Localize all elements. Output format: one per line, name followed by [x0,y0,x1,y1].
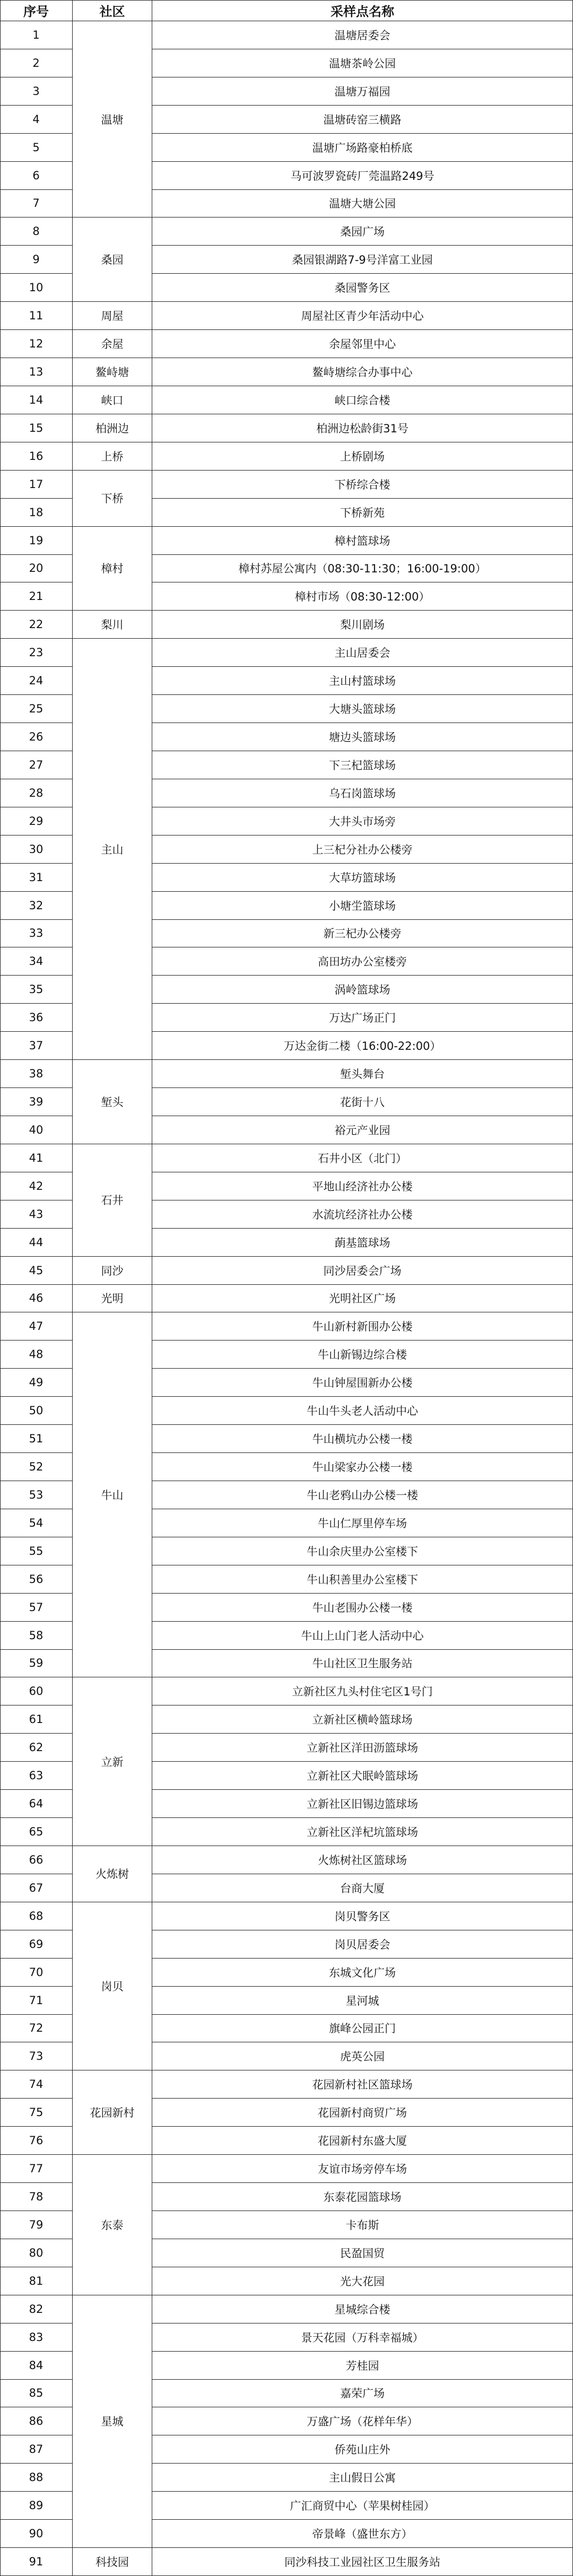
site-cell: 小塘坣篮球场 [152,892,573,920]
site-cell: 岗贝警务区 [152,1902,573,1930]
site-cell: 牛山梁家办公楼一楼 [152,1453,573,1481]
site-cell: 牛山社区卫生服务站 [152,1650,573,1678]
site-cell: 樟村市场（08:30-12:00） [152,582,573,611]
seq-cell: 57 [0,1594,73,1622]
community-cell: 东泰 [73,2155,152,2295]
community-cell: 牛山 [73,1312,152,1677]
site-cell: 平地山经济社办公楼 [152,1172,573,1200]
site-cell: 温塘茶岭公园 [152,49,573,77]
seq-cell: 51 [0,1425,73,1453]
seq-cell: 2 [0,49,73,77]
community-cell: 火炼树 [73,1846,152,1902]
seq-cell: 3 [0,77,73,106]
seq-cell: 19 [0,527,73,555]
seq-cell: 84 [0,2352,73,2380]
seq-cell: 65 [0,1818,73,1846]
site-cell: 蓢基篮球场 [152,1229,573,1257]
site-cell: 万盛广场（花样年华） [152,2407,573,2435]
site-cell: 高田坊办公室楼旁 [152,947,573,976]
seq-cell: 90 [0,2520,73,2548]
seq-cell: 4 [0,106,73,134]
site-cell: 峡口综合楼 [152,386,573,414]
seq-cell: 87 [0,2435,73,2464]
site-cell: 立新社区旧锡边篮球场 [152,1790,573,1818]
site-cell: 温塘广场路豪柏桥底 [152,134,573,162]
site-cell: 广汇商贸中心（苹果树桂园） [152,2492,573,2520]
seq-cell: 55 [0,1537,73,1565]
seq-cell: 68 [0,1902,73,1930]
seq-cell: 33 [0,920,73,948]
seq-cell: 43 [0,1200,73,1229]
seq-cell: 72 [0,2015,73,2043]
site-cell: 同沙科技工业园社区卫生服务站 [152,2548,573,2576]
site-cell: 帝景峰（盛世东方） [152,2520,573,2548]
community-cell: 温塘 [73,21,152,217]
seq-cell: 47 [0,1312,73,1341]
seq-cell: 77 [0,2155,73,2183]
site-cell: 牛山仁厚里停车场 [152,1509,573,1537]
site-cell: 牛山余庆里办公室楼下 [152,1537,573,1565]
seq-cell: 91 [0,2548,73,2576]
seq-cell: 49 [0,1369,73,1397]
seq-cell: 42 [0,1172,73,1200]
site-cell: 牛山老鸦山办公楼一楼 [152,1481,573,1509]
site-cell: 主山假日公寓 [152,2464,573,2492]
site-cell: 下桥综合楼 [152,471,573,499]
seq-cell: 88 [0,2464,73,2492]
site-cell: 花街十八 [152,1088,573,1116]
community-cell: 堑头 [73,1060,152,1144]
site-cell: 鳌峙塘综合办事中心 [152,358,573,386]
seq-cell: 45 [0,1257,73,1285]
seq-cell: 12 [0,330,73,358]
seq-cell: 16 [0,442,73,471]
site-cell: 星河城 [152,1987,573,2015]
site-cell: 牛山积善里办公室楼下 [152,1565,573,1594]
site-cell: 立新社区横岭篮球场 [152,1705,573,1734]
seq-cell: 22 [0,611,73,639]
site-cell: 芳桂园 [152,2352,573,2380]
seq-cell: 37 [0,1032,73,1060]
community-cell: 同沙 [73,1257,152,1285]
site-cell: 马可波罗瓷砖厂莞温路249号 [152,162,573,190]
seq-cell: 24 [0,667,73,695]
site-cell: 同沙居委会广场 [152,1257,573,1285]
seq-cell: 25 [0,695,73,723]
site-cell: 樟村苏屋公寓内（08:30-11:30；16:00-19:00） [152,555,573,583]
site-cell: 侨苑山庄外 [152,2435,573,2464]
community-cell: 岗贝 [73,1902,152,2071]
seq-cell: 74 [0,2070,73,2099]
site-cell: 涡岭篮球场 [152,976,573,1004]
seq-cell: 78 [0,2183,73,2211]
site-cell: 万达广场正门 [152,1004,573,1032]
site-cell: 牛山钟屋围新办公楼 [152,1369,573,1397]
seq-cell: 32 [0,892,73,920]
seq-cell: 30 [0,836,73,864]
seq-cell: 7 [0,190,73,218]
site-cell: 下三杞篮球场 [152,751,573,779]
site-cell: 樟村篮球场 [152,527,573,555]
site-cell: 新三杞办公楼旁 [152,920,573,948]
site-cell: 立新社区犬眠岭篮球场 [152,1762,573,1790]
site-cell: 友谊市场旁停车场 [152,2155,573,2183]
site-cell: 东泰花园篮球场 [152,2183,573,2211]
community-cell: 余屋 [73,330,152,358]
seq-cell: 48 [0,1341,73,1369]
seq-cell: 11 [0,302,73,330]
site-cell: 花园新村东盛大厦 [152,2127,573,2155]
site-cell: 嘉荣广场 [152,2380,573,2408]
site-cell: 牛山新村新围办公楼 [152,1312,573,1341]
community-cell: 光明 [73,1285,152,1313]
seq-cell: 38 [0,1060,73,1088]
site-cell: 上桥剧场 [152,442,573,471]
seq-cell: 8 [0,217,73,246]
seq-cell: 89 [0,2492,73,2520]
site-cell: 台商大厦 [152,1874,573,1902]
seq-cell: 73 [0,2042,73,2070]
site-cell: 裕元产业园 [152,1116,573,1144]
site-cell: 周屋社区青少年活动中心 [152,302,573,330]
seq-cell: 17 [0,471,73,499]
site-cell: 卡布斯 [152,2211,573,2239]
site-cell: 上三杞分社办公楼旁 [152,836,573,864]
site-cell: 主山村篮球场 [152,667,573,695]
site-cell: 桑园警务区 [152,274,573,302]
community-cell: 科技园 [73,2548,152,2576]
site-cell: 余屋邻里中心 [152,330,573,358]
seq-cell: 58 [0,1622,73,1650]
community-cell: 梨川 [73,611,152,639]
site-cell: 牛山横坑办公楼一楼 [152,1425,573,1453]
seq-cell: 15 [0,414,73,442]
site-cell: 花园新村社区篮球场 [152,2070,573,2099]
site-cell: 光明社区广场 [152,1285,573,1313]
site-cell: 牛山上山门老人活动中心 [152,1622,573,1650]
seq-cell: 86 [0,2407,73,2435]
seq-cell: 36 [0,1004,73,1032]
community-cell: 鳌峙塘 [73,358,152,386]
site-cell: 堑头舞台 [152,1060,573,1088]
seq-cell: 62 [0,1734,73,1762]
seq-cell: 26 [0,723,73,751]
seq-cell: 70 [0,1959,73,1987]
site-cell: 柏洲边松龄街31号 [152,414,573,442]
header-seq: 序号 [0,0,73,21]
seq-cell: 79 [0,2211,73,2239]
site-cell: 桑园广场 [152,217,573,246]
seq-cell: 21 [0,582,73,611]
seq-cell: 20 [0,555,73,583]
seq-cell: 64 [0,1790,73,1818]
site-cell: 立新社区九头村住宅区1号门 [152,1677,573,1705]
site-cell: 万达金街二楼（16:00-22:00） [152,1032,573,1060]
seq-cell: 31 [0,864,73,892]
seq-cell: 60 [0,1677,73,1705]
community-cell: 主山 [73,639,152,1060]
site-cell: 立新社区洋杞坑篮球场 [152,1818,573,1846]
seq-cell: 59 [0,1650,73,1678]
seq-cell: 27 [0,751,73,779]
seq-cell: 54 [0,1509,73,1537]
site-cell: 温塘砖窑三横路 [152,106,573,134]
site-cell: 温塘大塘公园 [152,190,573,218]
seq-cell: 63 [0,1762,73,1790]
site-cell: 温塘万福园 [152,77,573,106]
seq-cell: 9 [0,246,73,274]
community-cell: 樟村 [73,527,152,611]
header-site: 采样点名称 [152,0,573,21]
seq-cell: 28 [0,779,73,807]
site-cell: 虎英公园 [152,2042,573,2070]
site-cell: 景天花园（万科幸福城） [152,2323,573,2352]
site-cell: 星城综合楼 [152,2295,573,2323]
community-cell: 柏洲边 [73,414,152,442]
seq-cell: 56 [0,1565,73,1594]
seq-cell: 82 [0,2295,73,2323]
seq-cell: 1 [0,21,73,49]
seq-cell: 76 [0,2127,73,2155]
seq-cell: 41 [0,1144,73,1172]
site-cell: 旗峰公园正门 [152,2015,573,2043]
community-cell: 星城 [73,2295,152,2548]
site-cell: 水流坑经济社办公楼 [152,1200,573,1229]
seq-cell: 53 [0,1481,73,1509]
seq-cell: 6 [0,162,73,190]
seq-cell: 61 [0,1705,73,1734]
community-cell: 下桥 [73,471,152,527]
site-cell: 东城文化广场 [152,1959,573,1987]
seq-cell: 18 [0,499,73,527]
seq-cell: 34 [0,947,73,976]
site-cell: 立新社区洋田沥篮球场 [152,1734,573,1762]
community-cell: 上桥 [73,442,152,471]
site-cell: 光大花园 [152,2267,573,2295]
community-cell: 桑园 [73,217,152,302]
community-cell: 花园新村 [73,2070,152,2155]
site-cell: 大井头市场旁 [152,807,573,836]
site-cell: 火炼树社区篮球场 [152,1846,573,1874]
header-community: 社区 [73,0,152,21]
site-cell: 石井小区（北门） [152,1144,573,1172]
seq-cell: 67 [0,1874,73,1902]
site-cell: 梨川剧场 [152,611,573,639]
site-cell: 大塘头篮球场 [152,695,573,723]
seq-cell: 83 [0,2323,73,2352]
site-cell: 塘边头篮球场 [152,723,573,751]
seq-cell: 29 [0,807,73,836]
community-cell: 周屋 [73,302,152,330]
seq-cell: 10 [0,274,73,302]
site-cell: 大草坊篮球场 [152,864,573,892]
seq-cell: 46 [0,1285,73,1313]
site-cell: 下桥新苑 [152,499,573,527]
seq-cell: 71 [0,1987,73,2015]
site-cell: 桑园银湖路7-9号洋富工业园 [152,246,573,274]
seq-cell: 40 [0,1116,73,1144]
site-cell: 牛山老围办公楼一楼 [152,1594,573,1622]
seq-cell: 69 [0,1930,73,1959]
site-cell: 民盈国贸 [152,2239,573,2267]
site-cell: 岗贝居委会 [152,1930,573,1959]
seq-cell: 85 [0,2380,73,2408]
community-cell: 石井 [73,1144,152,1257]
seq-cell: 66 [0,1846,73,1874]
seq-cell: 39 [0,1088,73,1116]
seq-cell: 80 [0,2239,73,2267]
site-cell: 温塘居委会 [152,21,573,49]
seq-cell: 52 [0,1453,73,1481]
site-cell: 花园新村商贸广场 [152,2099,573,2127]
seq-cell: 13 [0,358,73,386]
seq-cell: 14 [0,386,73,414]
community-cell: 峡口 [73,386,152,414]
seq-cell: 75 [0,2099,73,2127]
site-cell: 乌石岗篮球场 [152,779,573,807]
site-cell: 牛山新锡边综合楼 [152,1341,573,1369]
site-cell: 主山居委会 [152,639,573,667]
seq-cell: 50 [0,1397,73,1425]
site-cell: 牛山牛头老人活动中心 [152,1397,573,1425]
community-cell: 立新 [73,1677,152,1846]
seq-cell: 81 [0,2267,73,2295]
seq-cell: 23 [0,639,73,667]
seq-cell: 35 [0,976,73,1004]
seq-cell: 5 [0,134,73,162]
seq-cell: 44 [0,1229,73,1257]
